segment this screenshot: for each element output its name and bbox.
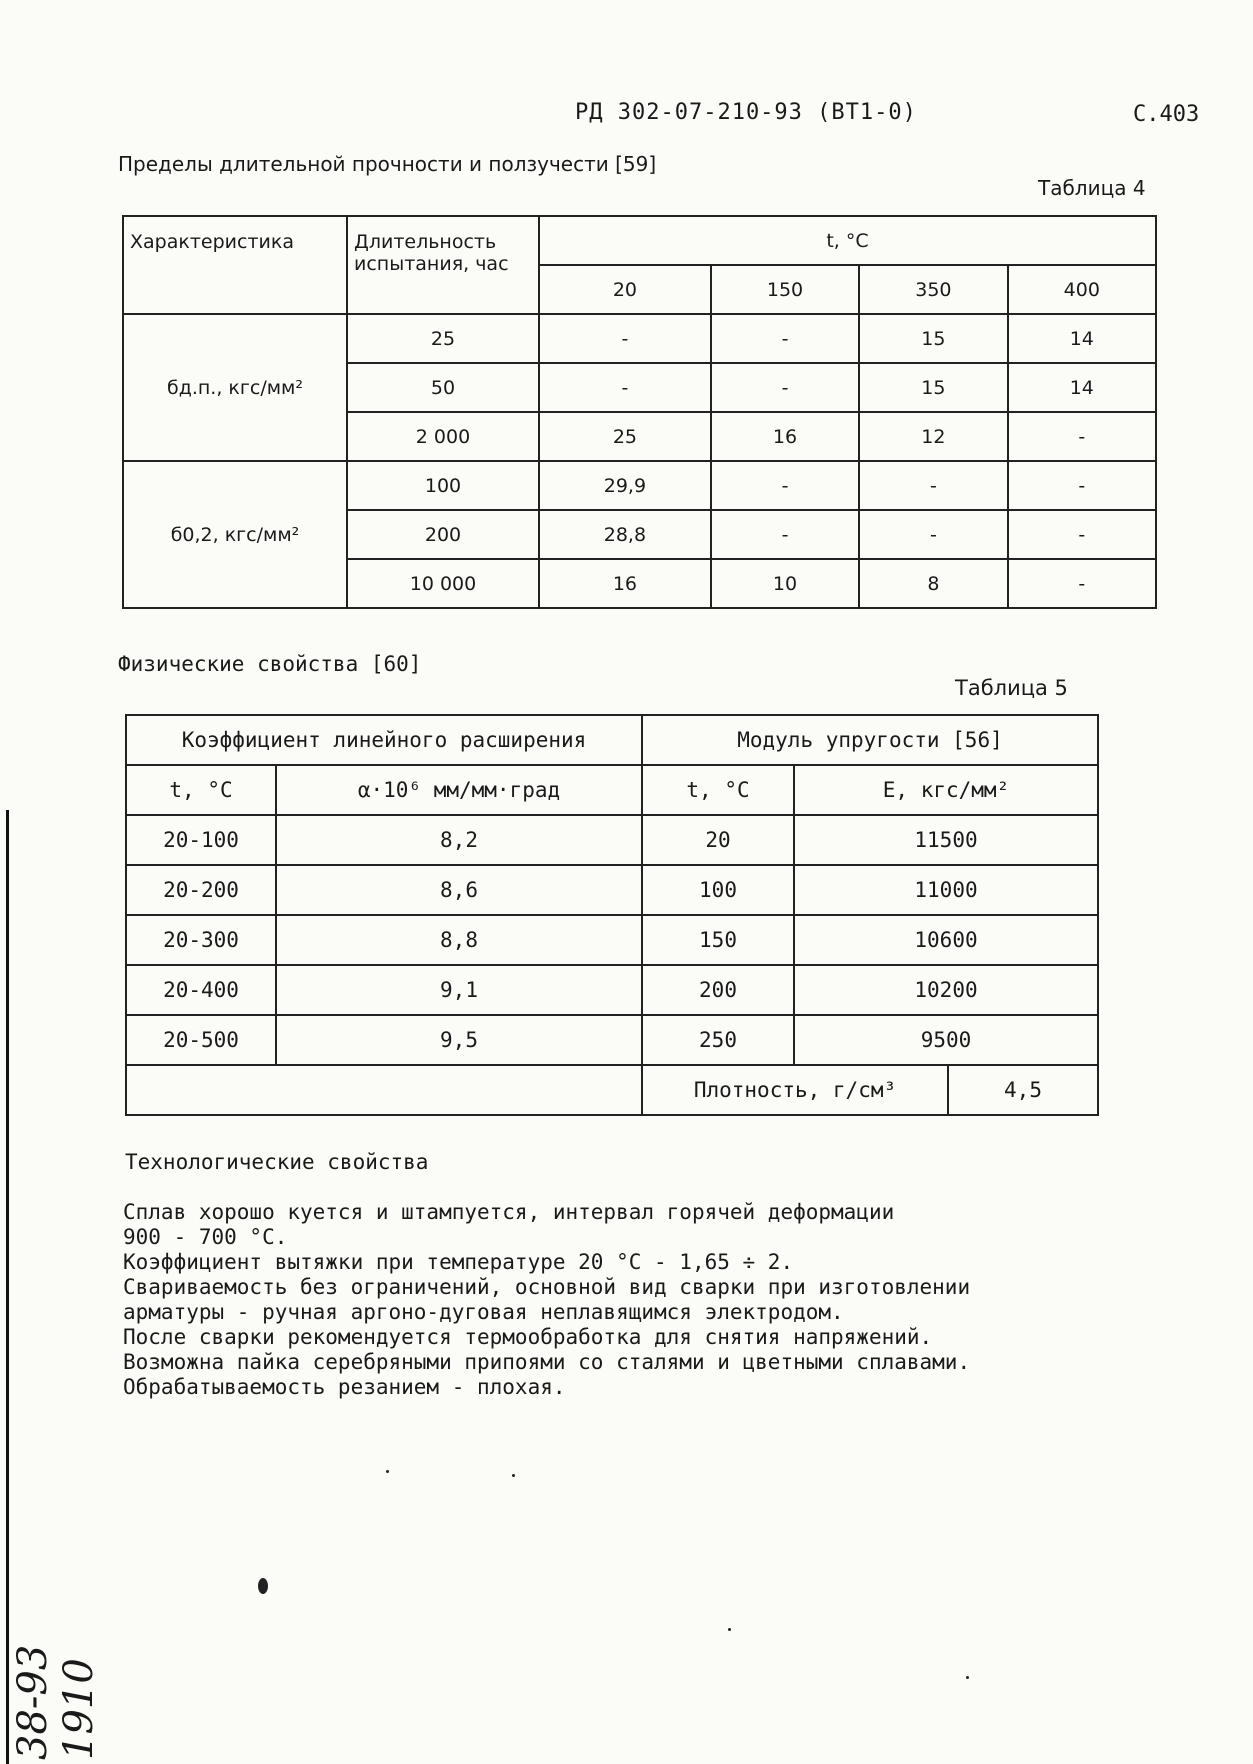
table-row: [126, 815, 1098, 865]
page-number: С.403: [1133, 102, 1200, 127]
table4-cell: 8: [859, 559, 1007, 608]
table5-cell: 200: [642, 965, 794, 1015]
table5-header-t1: t, °С: [126, 765, 276, 815]
table5-header-modulus: Модуль упругости [56]: [642, 715, 1098, 765]
table5-cell: 9,5: [276, 1015, 642, 1065]
table4-header-temp: t, °С: [539, 216, 1156, 265]
table4-duration: 10 000: [347, 559, 539, 608]
table4-cell: -: [539, 314, 711, 363]
table4-cell: -: [1008, 461, 1156, 510]
speck: [728, 1628, 731, 1631]
table4-duration: 2 000: [347, 412, 539, 461]
table4-cell: 28,8: [539, 510, 711, 559]
tech-line: Возможна пайка серебряными припоями со сталями и цветными сплавами.: [123, 1350, 971, 1374]
table4-cell: 15: [859, 363, 1007, 412]
table-row: [126, 865, 1098, 915]
table5-label: Таблица 5: [955, 676, 1068, 700]
table-row: [123, 314, 1156, 363]
table-row: [123, 461, 1156, 510]
table-row: [126, 1065, 1098, 1115]
table4-label: Таблица 4: [1038, 176, 1146, 200]
table-row: [126, 1015, 1098, 1065]
tech-line: Обрабатываемость резанием - плохая.: [123, 1375, 566, 1399]
table4-title: Пределы длительной прочности и ползучести [59]: [118, 152, 657, 176]
table-row: [126, 965, 1098, 1015]
table4-cell: 14: [1008, 363, 1156, 412]
table4-cell: -: [1008, 412, 1156, 461]
table5-cell: 20-100: [126, 815, 276, 865]
table5-cell: 20-500: [126, 1015, 276, 1065]
tech-line: Сплав хорошо куется и штампуется, интервал горячей деформации: [123, 1200, 895, 1224]
table5-cell: 20: [642, 815, 794, 865]
table4-temp-3: 350: [859, 265, 1007, 314]
table5-header-expansion: Коэффициент линейного расширения: [126, 715, 642, 765]
table4-duration: 25: [347, 314, 539, 363]
speck: [386, 1470, 389, 1473]
table4-temp-4: 400: [1008, 265, 1156, 314]
table5-cell: 20-200: [126, 865, 276, 915]
table4-cell: -: [539, 363, 711, 412]
speck: [512, 1474, 515, 1477]
table4-temp-1: 20: [539, 265, 711, 314]
table5-cell: 11000: [794, 865, 1098, 915]
table4-cell: -: [859, 461, 1007, 510]
table4-group-1-name: бд.п., кгс/мм²: [123, 314, 347, 461]
tech-properties-text: [123, 1200, 970, 1400]
table5-cell: 11500: [794, 815, 1098, 865]
table5-cell: 8,2: [276, 815, 642, 865]
table5: [125, 714, 1099, 1116]
table4-cell: 12: [859, 412, 1007, 461]
table5-cell: 20-300: [126, 915, 276, 965]
table-row: [126, 915, 1098, 965]
table5-cell: 150: [642, 915, 794, 965]
table4-cell: -: [1008, 510, 1156, 559]
table4-cell: -: [859, 510, 1007, 559]
table4-cell: 15: [859, 314, 1007, 363]
table5-cell: 250: [642, 1015, 794, 1065]
speck: [966, 1676, 969, 1679]
table4: [122, 215, 1157, 609]
table5-density-value: 4,5: [948, 1065, 1098, 1115]
table4-cell: -: [1008, 559, 1156, 608]
tech-line: Свариваемость без ограничений, основной вид сварки при изготовлении: [123, 1275, 971, 1299]
tech-line: После сварки рекомендуется термообработка для снятия напряжений.: [123, 1325, 933, 1349]
table5-cell: 8,6: [276, 865, 642, 915]
table4-cell: -: [711, 461, 859, 510]
table4-temp-2: 150: [711, 265, 859, 314]
table5-header-t2: t, °С: [642, 765, 794, 815]
table5-cell: 9,1: [276, 965, 642, 1015]
table4-duration: 100: [347, 461, 539, 510]
table4-header-characteristic: Характеристика: [123, 216, 347, 314]
table5-title: Физические свойства [60]: [118, 652, 422, 676]
table4-cell: -: [711, 363, 859, 412]
table4-cell: 16: [711, 412, 859, 461]
tech-line: арматуры - ручная аргоно-дуговая неплавящимся электродом.: [123, 1300, 844, 1324]
table4-cell: 29,9: [539, 461, 711, 510]
document-code: РД 302-07-210-93 (ВТ1-0): [575, 100, 917, 125]
table5-cell: 10600: [794, 915, 1098, 965]
table4-cell: -: [711, 314, 859, 363]
tech-properties-title: Технологические свойства: [125, 1150, 429, 1174]
tech-line: 900 - 700 °С.: [123, 1225, 288, 1249]
table5-empty-cell: [126, 1065, 642, 1115]
margin-rule: [6, 810, 9, 1764]
handwritten-margin-note: 38-93 1910: [10, 1644, 102, 1760]
table4-cell: 10: [711, 559, 859, 608]
table4-header-duration: Длительность испытания, час: [347, 216, 539, 314]
table5-cell: 20-400: [126, 965, 276, 1015]
table5-density-label: Плотность, г/см³: [642, 1065, 948, 1115]
table5-cell: 9500: [794, 1015, 1098, 1065]
table4-duration: 200: [347, 510, 539, 559]
table5-cell: 100: [642, 865, 794, 915]
table4-duration: 50: [347, 363, 539, 412]
table5-header-e: Е, кгс/мм²: [794, 765, 1098, 815]
table5-cell: 8,8: [276, 915, 642, 965]
table4-cell: 14: [1008, 314, 1156, 363]
table4-cell: 25: [539, 412, 711, 461]
table5-header-alpha: α·10⁶ мм/мм·град: [276, 765, 642, 815]
tech-line: Коэффициент вытяжки при температуре 20 °С - 1,65 ÷ 2.: [123, 1250, 794, 1274]
table4-cell: -: [711, 510, 859, 559]
ink-blot: [258, 1578, 268, 1594]
table4-group-2-name: б0,2, кгс/мм²: [123, 461, 347, 608]
table5-cell: 10200: [794, 965, 1098, 1015]
table4-cell: 16: [539, 559, 711, 608]
